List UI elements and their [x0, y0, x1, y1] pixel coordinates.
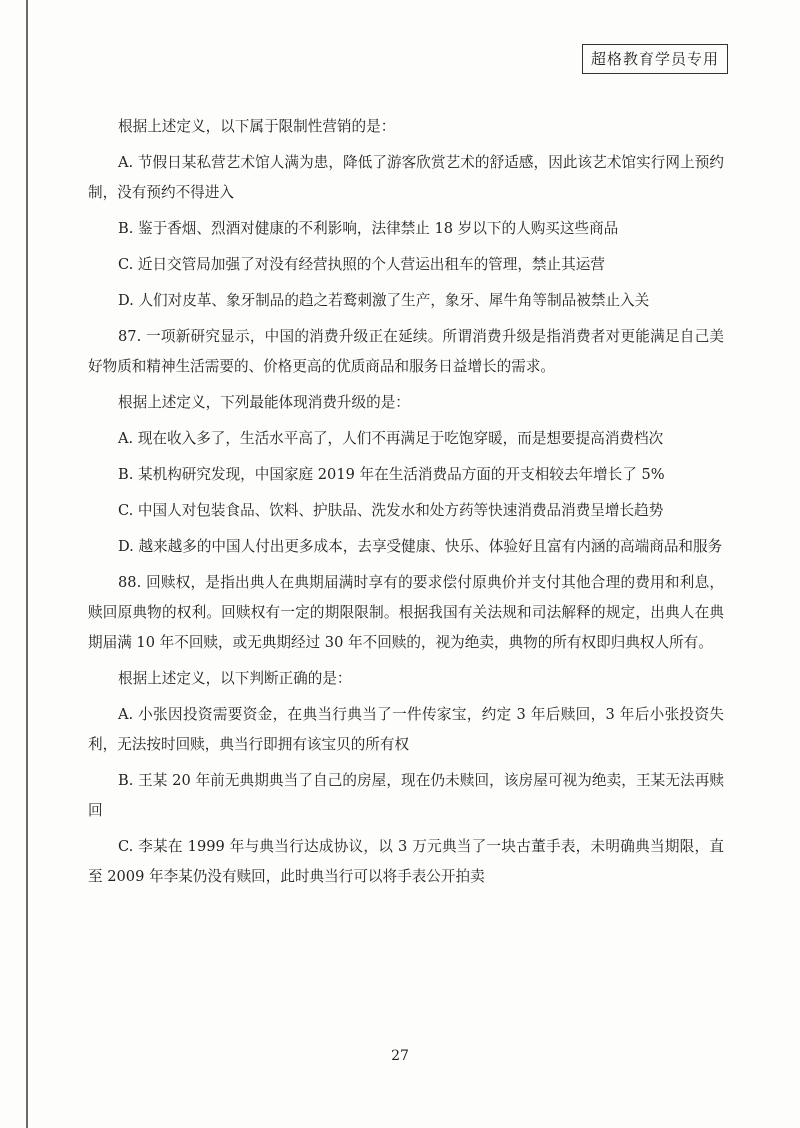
question-prompt-86: 根据上述定义，以下属于限制性营销的是： — [118, 118, 396, 135]
header-badge: 超格教育学员专用 — [582, 44, 728, 74]
option-87-a: A. 现在收入多了，生活水平高了，人们不再满足于吃饱穿暖，而是想要提高消费档次 — [118, 430, 664, 447]
option-86-a: A. 节假日某私营艺术馆人满为患，降低了游客欣赏艺术的舒适感，因此该艺术馆实行网上预约制，没有预约不得进入 — [88, 154, 724, 201]
option-88-a: A. 小张因投资需要资金，在典当行典当了一件传家宝，约定 3 年后赎回，3 年后小张投资失利，无法按时回赎，典当行即拥有该宝贝的所有权 — [88, 706, 724, 753]
option-88-c: C. 李某在 1999 年与典当行达成协议，以 3 万元典当了一块古董手表，未明确典当期限，直至 2009 年李某仍没有赎回，此时典当行可以将手表公开拍卖 — [88, 838, 724, 885]
option-86-b: B. 鉴于香烟、烈酒对健康的不利影响，法律禁止 18 岁以下的人购买这些商品 — [118, 220, 619, 237]
page-number: 27 — [391, 1048, 409, 1064]
option-87-c: C. 中国人对包装食品、饮料、护肤品、洗发水和处方药等快速消费品消费呈增长趋势 — [118, 502, 664, 519]
question-87-definition: 87. 一项新研究显示，中国的消费升级正在延续。所谓消费升级是指消费者对更能满足自己美好物质和精神生活需要的、价格更高的优质商品和服务日益增长的需求。 — [88, 328, 724, 375]
option-88-b: B. 王某 20 年前无典期典当了自己的房屋，现在仍未赎回，该房屋可视为绝卖，王某无法再赎回 — [88, 772, 724, 819]
option-86-d: D. 人们对皮革、象牙制品的趋之若鹜刺激了生产，象牙、犀牛角等制品被禁止入关 — [118, 292, 650, 309]
question-88-definition: 88. 回赎权，是指出典人在典期届满时享有的要求偿付原典价并支付其他合理的费用和利息，赎回原典物的权利。回赎权有一定的期限限制。根据我国有关法规和司法解释的规定，出典人在典期届满 10 年不回赎，或无典期经过 30 年不回赎的，视为绝卖，典物的所有权即归典权人所有。 — [88, 574, 724, 651]
option-87-b: B. 某机构研究发现，中国家庭 2019 年在生活消费品方面的开支相较去年增长了 5% — [118, 466, 665, 483]
page-content — [88, 112, 724, 898]
option-86-c: C. 近日交管局加强了对没有经营执照的个人营运出租车的管理，禁止其运营 — [118, 256, 605, 273]
option-87-d: D. 越来越多的中国人付出更多成本，去享受健康、快乐、体验好且富有内涵的高端商品和服务 — [118, 538, 723, 555]
question-prompt-87: 根据上述定义，下列最能体现消费升级的是： — [118, 394, 410, 411]
question-prompt-88: 根据上述定义，以下判断正确的是： — [118, 670, 352, 687]
binding-edge-line — [26, 0, 28, 1128]
